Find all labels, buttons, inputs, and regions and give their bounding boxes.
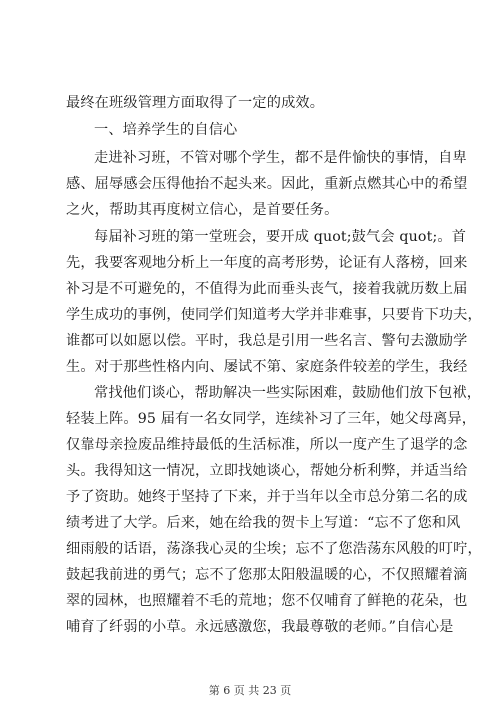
paragraph-line: 最终在班级管理方面取得了一定的成效。 [66,95,325,111]
paragraph-line: 感、屈辱感会压得他抬不起头来。因此，重新点燃其心中的希望 [66,176,468,192]
paragraph-line: 仅靠母亲捡废品维持最低的生活标准，所以一度产生了退学的念 [66,437,468,453]
paragraph-line: 翠的园林，也照耀着不毛的荒地；您不仅哺育了鲜艳的花朵，也 [66,593,468,609]
paragraph-line: 予了资助。她终于坚持了下来，并于当年以全市总分第二名的成 [66,489,468,505]
paragraph-line: 走进补习班，不管对哪个学生，都不是件愉快的事情，自卑 [94,150,467,166]
paragraph-line: 哺育了纤弱的小草。永远感激您，我最尊敬的老师。”自信心是 [66,619,454,635]
paragraph-line: 每届补习班的第一堂班会，要开成 quot;鼓气会 quot;。首 [94,229,467,245]
paragraph-line: 生。对于那些性格内向、屡试不第、家庭条件较差的学生，我经 [66,359,468,375]
paragraph-line: 常找他们谈心，帮助解决一些实际困难，鼓励他们放下包袱， [94,385,482,401]
paragraph-line: 先，我要客观地分析上一年度的高考形势，论证有人落榜，回来 [66,255,468,271]
paragraph-line: 鼓起我前进的勇气；忘不了您那太阳般温暖的心，不仅照耀着滴 [66,567,468,583]
paragraph-line: 补习是不可避免的，不值得为此而垂头丧气，接着我就历数上届 [66,281,468,297]
paragraph-line: 细雨般的话语，荡涤我心灵的尘埃；忘不了您浩荡东风般的叮咛， [66,541,482,557]
paragraph-line: 之火，帮助其再度树立信心，是首要任务。 [66,202,339,218]
paragraph-line: 谁都可以如愿以偿。平时，我总是引用一些名言、警句去激励学 [66,333,468,349]
paragraph-line: 绩考进了大学。后来，她在给我的贺卡上写道：“忘不了您和风 [66,515,461,531]
paragraph-line: 学生成功的事例，使同学们知道考大学并非难事，只要肯下功夫， [66,307,482,323]
paragraph-line: 轻装上阵。95 届有一名女同学，连续补习了三年，她父母离异， [66,411,477,427]
page-footer: 第 6 页 共 23 页 [208,684,292,697]
paragraph-line: 头。我得知这一情况，立即找她谈心，帮她分析利弊，并适当给 [66,463,468,479]
section-heading: 一、培养学生的自信心 [94,122,238,138]
